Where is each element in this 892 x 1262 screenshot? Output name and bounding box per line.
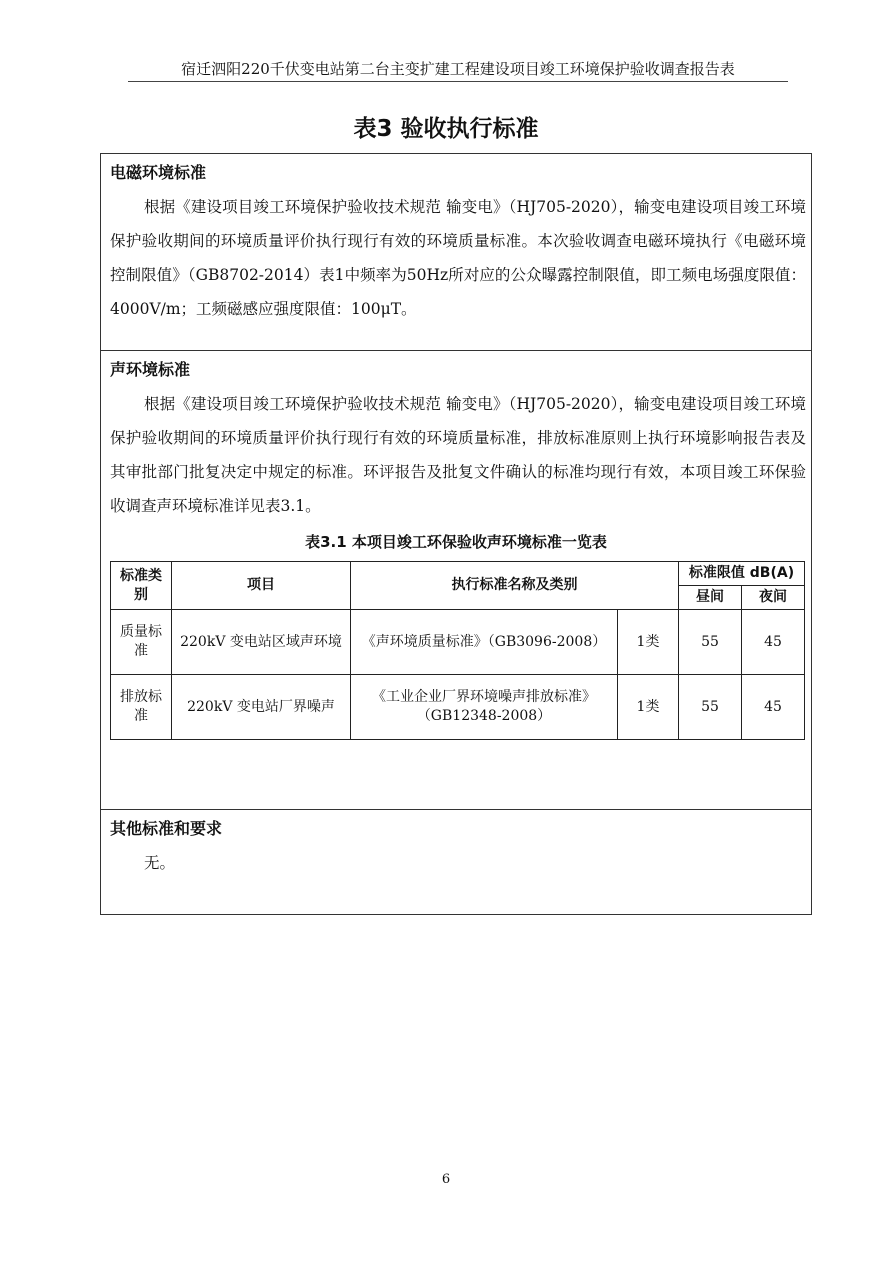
header-category: 标准类别 xyxy=(111,562,172,610)
cell-item: 220kV 变电站区域声环境 xyxy=(172,610,351,675)
section-electromagnetic xyxy=(101,154,811,351)
cell-day: 55 xyxy=(679,675,742,740)
header-rule xyxy=(128,81,788,82)
cell-class: 1类 xyxy=(618,675,679,740)
header-item: 项目 xyxy=(172,562,351,610)
table-caption: 表3.1 本项目竣工环保验收声环境标准一览表 xyxy=(305,533,607,551)
section-title-acoustic: 声环境标准 xyxy=(110,360,191,379)
section-other xyxy=(101,810,811,914)
section-text-electromagnetic: 根据《建设项目竣工环境保护验收技术规范 输变电》（HJ705-2020），输变电建设项目竣工环境保护验收期间的环境质量评价执行现行有效的环境质量标准。本次验收调查电磁环境执行《电磁环境控制限值》（GB8702-2014）表1中频率为50Hz所对应的公众曝露控制限值，即工频电场强度限值：4000V/m；工频磁感应强度限值：100μT。 xyxy=(110,198,806,318)
cell-class: 1类 xyxy=(618,610,679,675)
cell-category: 排放标准 xyxy=(111,675,172,740)
table-header-row xyxy=(111,562,805,586)
header-standard: 执行标准名称及类别 xyxy=(351,562,679,610)
noise-standard-table xyxy=(110,561,805,740)
section-text-acoustic: 根据《建设项目竣工环境保护验收技术规范 输变电》（HJ705-2020），输变电建设项目竣工环境保护验收期间的环境质量评价执行现行有效的环境质量标准，排放标准原则上执行环境影响报告表及其审批部门批复决定中规定的标准。环评报告及批复文件确认的标准均现行有效，本项目竣工环保验收调查声环境标准详见表3.1。 xyxy=(110,395,806,515)
standards-frame xyxy=(100,153,812,915)
cell-item: 220kV 变电站厂界噪声 xyxy=(172,675,351,740)
section-acoustic xyxy=(101,351,811,810)
page-number: 6 xyxy=(441,1172,451,1187)
cell-day: 55 xyxy=(679,610,742,675)
cell-night: 45 xyxy=(742,610,805,675)
table-row xyxy=(111,610,805,675)
section-title-other: 其他标准和要求 xyxy=(110,819,223,838)
section-text-other: 无。 xyxy=(144,854,176,872)
cell-night: 45 xyxy=(742,675,805,740)
cell-standard: 《声环境质量标准》（GB3096-2008） xyxy=(351,610,618,675)
section-title-electromagnetic: 电磁环境标准 xyxy=(110,163,207,182)
running-header: 宿迁泗阳220千伏变电站第二台主变扩建工程建设项目竣工环境保护验收调查报告表 xyxy=(181,60,735,78)
header-limit: 标准限值 dB(A) xyxy=(679,562,805,586)
cell-category: 质量标准 xyxy=(111,610,172,675)
cell-standard: 《工业企业厂界环境噪声排放标准》（GB12348-2008） xyxy=(351,675,618,740)
header-day: 昼间 xyxy=(679,586,742,610)
header-night: 夜间 xyxy=(742,586,805,610)
doc-title: 表3 验收执行标准 xyxy=(353,116,539,142)
table-row xyxy=(111,675,805,740)
